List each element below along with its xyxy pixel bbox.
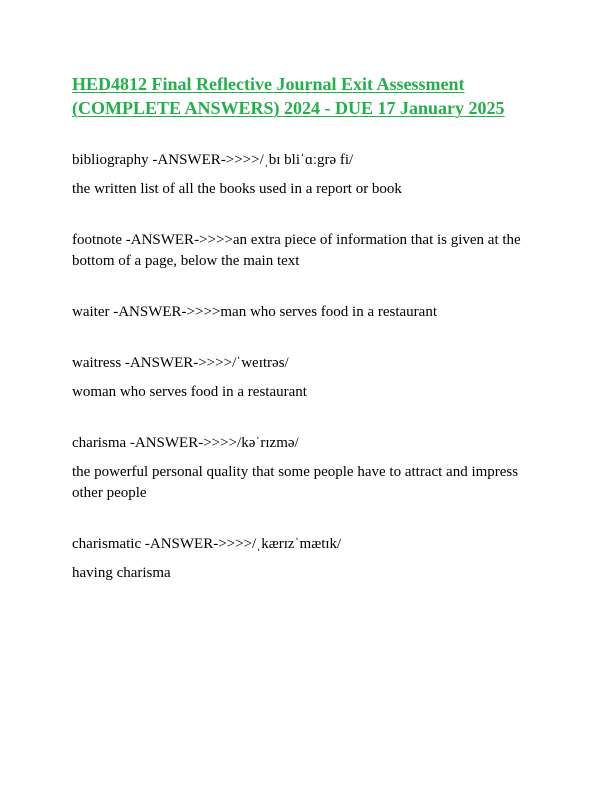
qa-entry-charisma	[72, 433, 542, 504]
qa-entry-footnote	[72, 230, 542, 272]
entry-question-line: footnote -ANSWER->>>>an extra piece of information that is given at the bottom of a page, below the main text	[72, 232, 521, 269]
qa-entry-waitress	[72, 353, 542, 403]
qa-entry-waiter	[72, 302, 542, 323]
document-title: HED4812 Final Reflective Journal Exit Assessment (COMPLETE ANSWERS) 2024 - DUE 17 January 2025	[72, 74, 505, 118]
entry-answer-line: having charisma	[72, 565, 171, 581]
entry-answer-line: woman who serves food in a restaurant	[72, 384, 307, 400]
qa-entry-charismatic	[72, 534, 542, 584]
entry-question-line: bibliography -ANSWER->>>>/ˌbɪ bliˈɑːgrə fi/	[72, 152, 354, 168]
qa-list	[72, 150, 542, 614]
entry-question-line: waiter -ANSWER->>>>man who serves food in a restaurant	[72, 304, 437, 320]
qa-entry-bibliography	[72, 150, 542, 200]
entry-answer-line: the written list of all the books used in a report or book	[72, 181, 402, 197]
entry-question-line: charismatic -ANSWER->>>>/ˌkærɪzˈmætɪk/	[72, 536, 342, 552]
entry-answer-line: the powerful personal quality that some people have to attract and impress other people	[72, 464, 519, 501]
entry-question-line: charisma -ANSWER->>>>/kəˈrɪzmə/	[72, 435, 299, 451]
entry-question-line: waitress -ANSWER->>>>/ˈweɪtrəs/	[72, 355, 289, 371]
